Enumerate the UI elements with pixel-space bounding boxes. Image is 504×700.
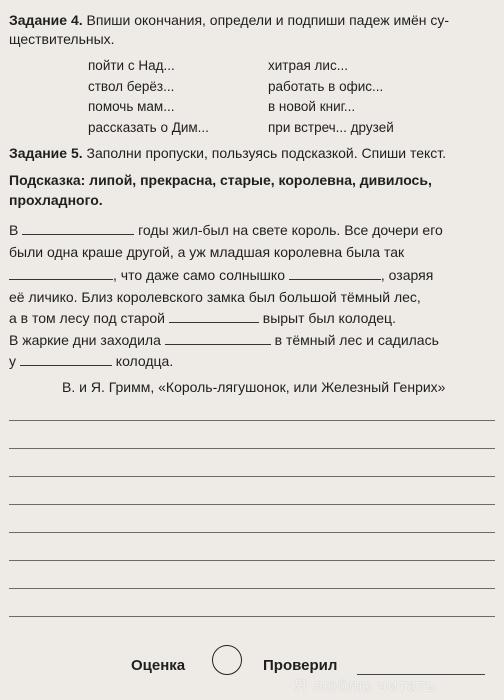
task4-item: рассказать о Дим... <box>88 119 209 135</box>
passage-text: её личико. Близ королевского замка был большой тёмный лес, <box>9 289 421 305</box>
passage-text: у <box>9 353 16 369</box>
grade-circle[interactable] <box>212 645 242 675</box>
task4-item: пойти с Над... <box>88 58 175 73</box>
hint-line-1: Подсказка: липой, прекрасна, старые, королевна, дивилось, <box>9 172 432 188</box>
passage-line-7 <box>9 350 173 372</box>
passage-text: в тёмный лес и садилась <box>274 332 439 348</box>
blank-3[interactable] <box>289 267 381 280</box>
passage-text: были одна краше другой, а уж младшая королевна была так <box>9 244 405 260</box>
task4-item: помочь мам... <box>88 99 175 114</box>
passage-line-4 <box>9 286 421 308</box>
passage-line-5 <box>9 307 396 329</box>
writing-line[interactable] <box>9 560 495 561</box>
passage-text: , озаряя <box>380 267 434 283</box>
task4-item: хитрая лис... <box>268 58 348 73</box>
passage-text: а в том лесу под старой <box>9 310 165 326</box>
task4-item: работать в офис... <box>268 78 384 94</box>
passage-text: В жаркие дни заходила <box>9 332 161 348</box>
blank-4[interactable] <box>169 310 259 323</box>
blank-2[interactable] <box>9 267 113 280</box>
passage-text: , что даже само солнышко <box>113 267 285 283</box>
task5-label: Задание 5. <box>9 145 83 161</box>
task4-right-column <box>268 56 394 138</box>
task4-instruction-1: Впиши окончания, определи и подпиши падеж имён су- <box>82 12 450 28</box>
task4-item: в новой книг... <box>268 99 356 114</box>
writing-line[interactable] <box>9 616 495 617</box>
checked-by-line[interactable] <box>357 674 485 675</box>
task4-item: ствол берёз... <box>88 78 175 94</box>
task4-heading <box>9 11 497 49</box>
task4-item: при встреч... друзей <box>268 119 394 135</box>
writing-line[interactable] <box>9 476 495 477</box>
task5-instruction: Заполни пропуски, пользуясь подсказкой. Спиши текст. <box>82 145 447 161</box>
task4-left-column <box>88 56 209 138</box>
task5-heading <box>9 144 497 163</box>
task5-hint <box>9 170 497 210</box>
passage-line-2 <box>9 241 404 263</box>
passage-text: В <box>9 222 19 238</box>
task4-instruction-2: ществительных. <box>9 31 115 47</box>
passage-text: колодца. <box>115 353 174 369</box>
watermark: Я люблю читать <box>294 676 436 695</box>
citation: В. и Я. Гримм, «Король-лягушонок, или Железный Генрих» <box>62 379 446 395</box>
grade-label: Оценка <box>131 657 186 674</box>
writing-line[interactable] <box>9 420 495 421</box>
passage-line-3 <box>9 264 433 286</box>
task4-label: Задание 4. <box>9 12 83 28</box>
checked-by-label: Проверил <box>263 657 338 674</box>
writing-line[interactable] <box>9 504 495 505</box>
hint-line-2: прохладного. <box>9 192 103 208</box>
blank-5[interactable] <box>165 332 271 345</box>
passage-line-1 <box>9 219 443 241</box>
writing-line[interactable] <box>9 532 495 533</box>
writing-line[interactable] <box>9 448 495 449</box>
passage-text: годы жил-был на свете король. Все дочери его <box>138 222 443 238</box>
blank-1[interactable] <box>22 222 134 235</box>
passage-line-6 <box>9 329 439 351</box>
writing-line[interactable] <box>9 588 495 589</box>
blank-6[interactable] <box>20 353 112 366</box>
passage-text: вырыт был колодец. <box>262 310 396 326</box>
